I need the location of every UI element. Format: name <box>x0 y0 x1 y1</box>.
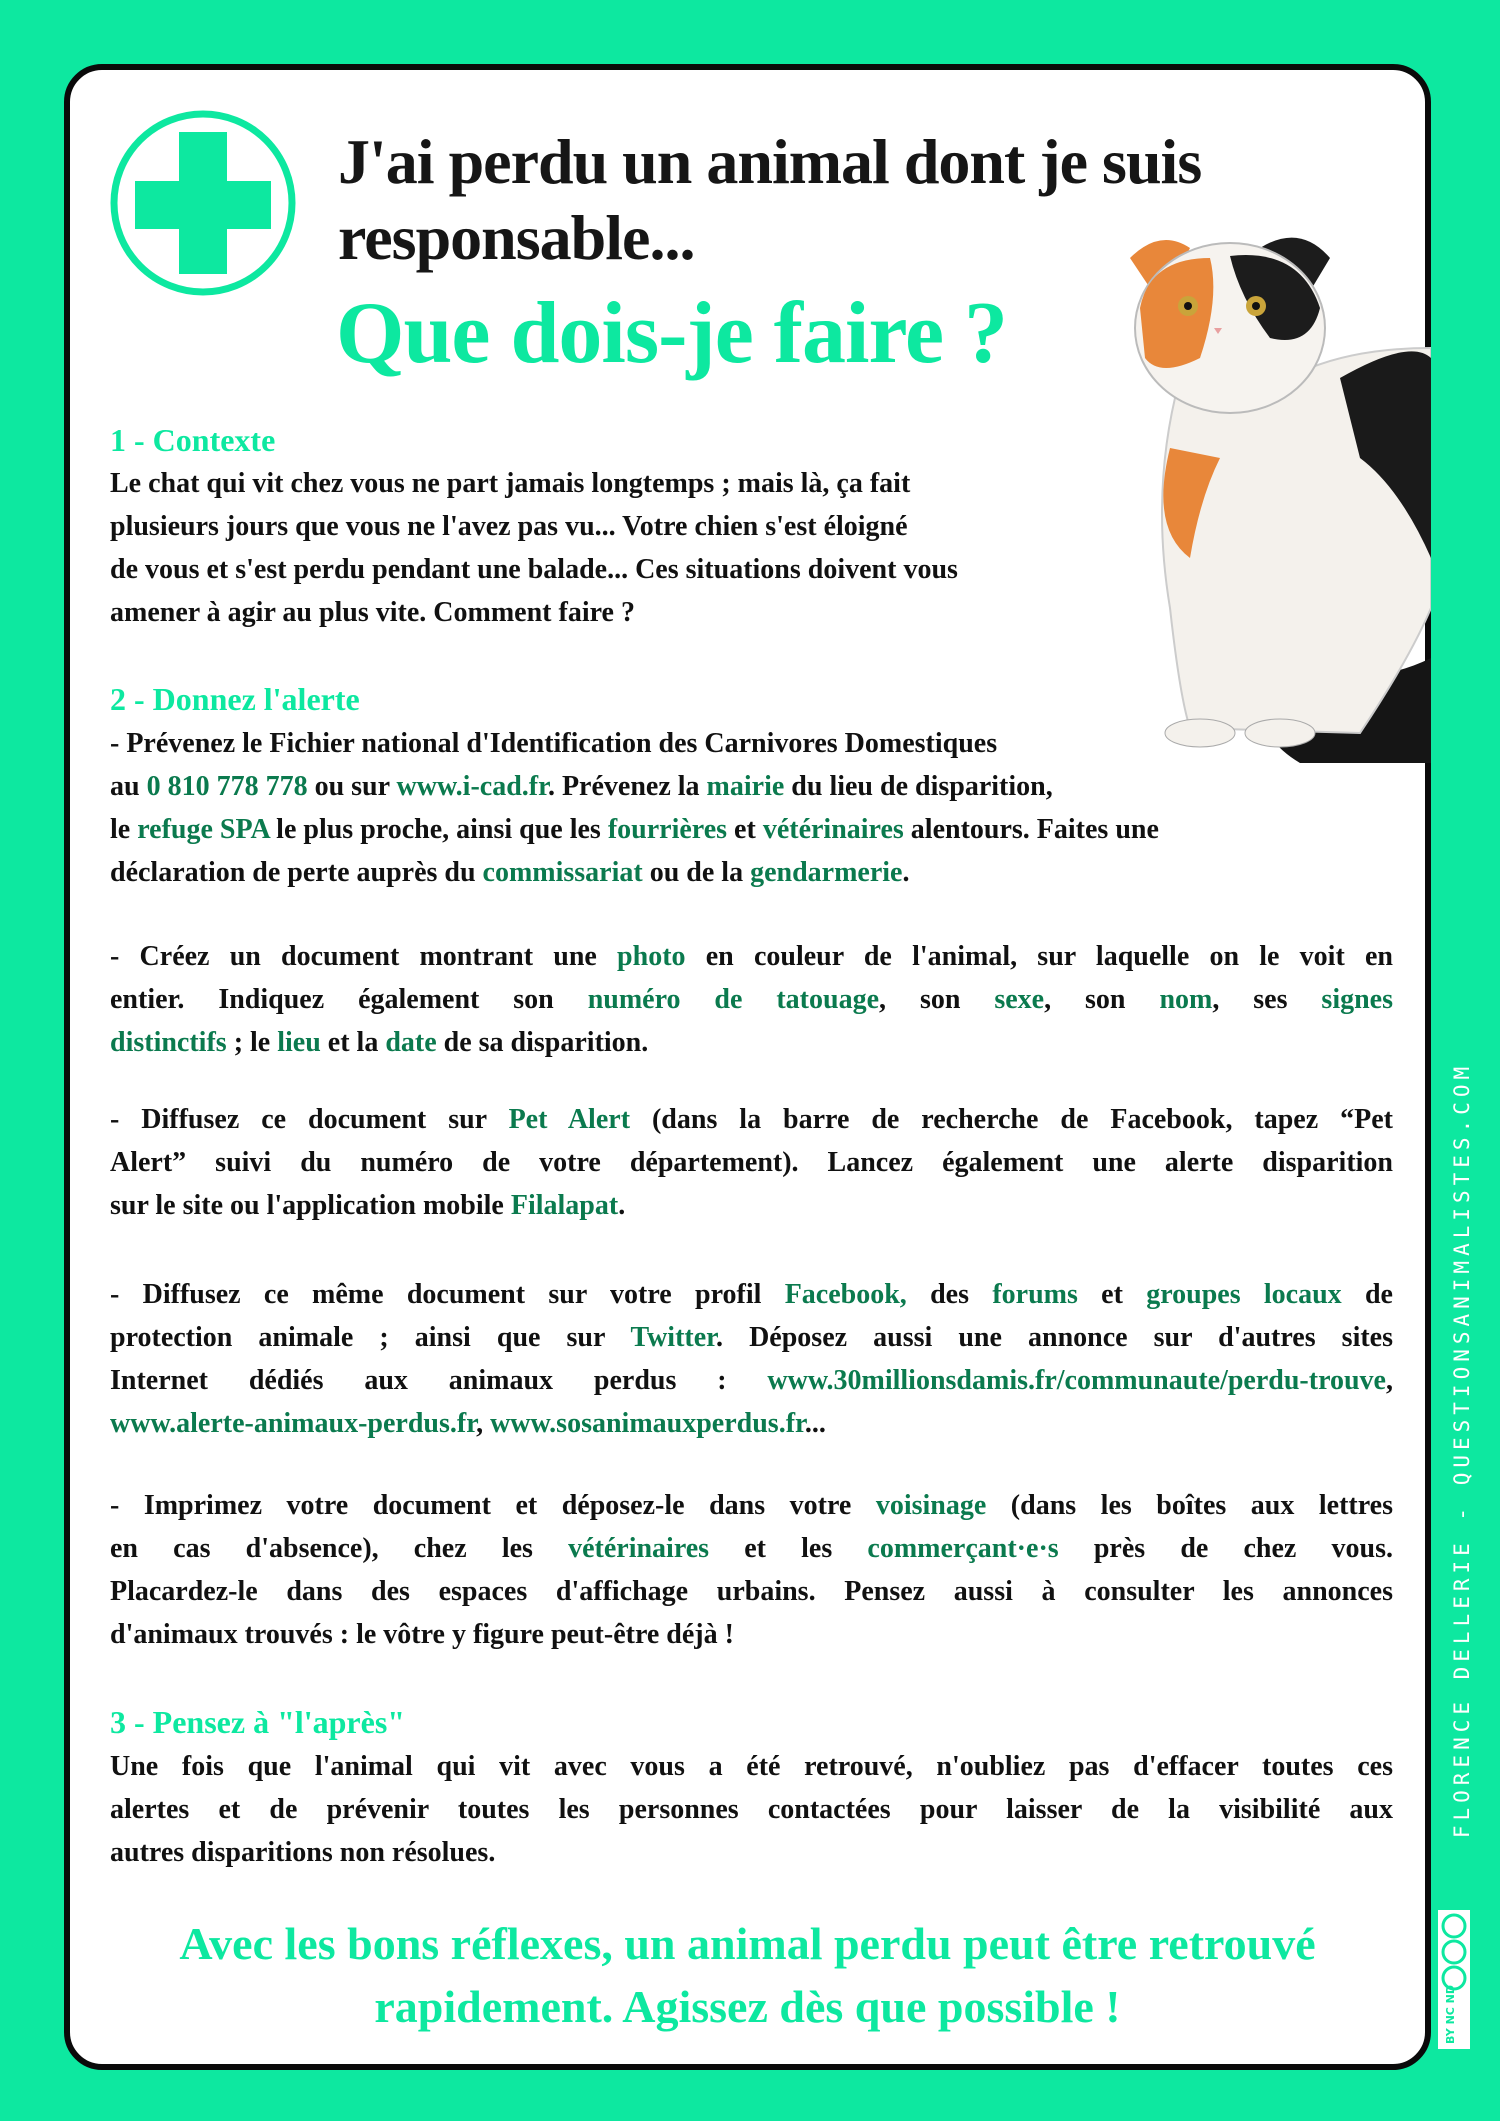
highlighted-term: sexe <box>994 984 1045 1015</box>
highlighted-term: mairie <box>706 771 785 802</box>
text-segment: (dans la barre de recherche de Facebook, tapez “Pet <box>630 1104 1393 1135</box>
text-segment: - Créez un document montrant une <box>110 941 618 972</box>
text-segment: (dans les boîtes aux lettres <box>986 1490 1393 1521</box>
highlighted-term: photo <box>617 941 686 972</box>
highlighted-term: forums <box>992 1279 1078 1310</box>
text-line <box>110 1831 1393 1874</box>
text-segment: d'animaux trouvés : le vôtre y figure peut-être déjà ! <box>110 1619 734 1650</box>
text-segment: - Diffusez ce document sur <box>110 1104 509 1135</box>
cc-icons <box>1440 1912 1468 1992</box>
highlighted-term: 0 810 778 778 <box>146 771 308 802</box>
text-segment: ou de la <box>642 857 751 888</box>
text-line <box>110 1745 1393 1788</box>
text-line <box>110 1402 1393 1445</box>
text-segment: déclaration de perte auprès du <box>110 857 483 888</box>
text-segment: . <box>618 1190 626 1221</box>
highlighted-term: lieu <box>277 1027 321 1058</box>
text-segment: protection animale ; ainsi que sur <box>110 1322 631 1353</box>
highlighted-term: refuge SPA <box>137 814 270 845</box>
highlighted-term: commerçant·e·s <box>867 1533 1059 1564</box>
text-line <box>110 935 1393 978</box>
page-title-line1: J'ai perdu un animal dont je suis <box>338 126 1202 197</box>
text-segment: , son <box>879 984 995 1015</box>
text-segment: en couleur de l'animal, sur laquelle on le voit en <box>685 941 1393 972</box>
text-segment: - Diffusez ce même document sur votre profil <box>110 1279 785 1310</box>
closing-line1: Avec les bons réflexes, un animal perdu peut être retrouvé <box>179 1918 1316 1969</box>
highlighted-term: Pet Alert <box>508 1104 631 1135</box>
text-line <box>110 1788 1393 1831</box>
text-segment: ; le <box>226 1027 278 1058</box>
paragraph <box>110 935 1393 1064</box>
highlighted-term: www.sosanimauxperdus.fr <box>490 1408 805 1439</box>
text-line <box>110 548 1393 591</box>
highlighted-term: www.alerte-animaux-perdus.fr <box>110 1408 477 1439</box>
paragraph <box>110 722 1393 894</box>
text-segment: . Prévenez la <box>547 771 707 802</box>
highlighted-term: voisinage <box>875 1490 987 1521</box>
text-segment: . Déposez aussi une annonce sur d'autres sites <box>716 1322 1393 1353</box>
text-segment: Alert” suivi du numéro de votre département). Lancez également une alerte disparition <box>110 1147 1393 1178</box>
highlighted-term: gendarmerie <box>750 857 903 888</box>
text-segment: sur le site ou l'application mobile <box>110 1190 511 1221</box>
text-segment: Une fois que l'animal qui vit avec vous a été retrouvé, n'oubliez pas d'effacer toutes ces <box>110 1751 1393 1782</box>
text-segment: et la <box>320 1027 386 1058</box>
highlighted-term: www.i-cad.fr <box>396 771 548 802</box>
text-line <box>110 1613 1393 1656</box>
text-line <box>110 1141 1393 1184</box>
text-segment: plusieurs jours que vous ne l'avez pas vu... Votre chien s'est éloigné <box>110 511 908 542</box>
text-line <box>110 978 1393 1021</box>
text-line <box>110 1184 1393 1227</box>
text-line <box>110 1098 1393 1141</box>
text-segment: au <box>110 771 147 802</box>
text-segment: alentours. Faites une <box>903 814 1159 845</box>
text-line <box>110 505 1393 548</box>
section-heading: 2 - Donnez l'alerte <box>110 681 360 717</box>
highlighted-term: Facebook, <box>784 1279 907 1310</box>
text-line <box>110 1570 1393 1613</box>
page-title-line2: responsable... <box>338 202 695 273</box>
text-segment: le <box>110 814 138 845</box>
paragraph <box>110 1273 1393 1445</box>
page-subtitle: Que dois-je faire ? <box>336 285 1008 382</box>
side-credit: FLORENCE DELLERIE - QUESTIONSANIMALISTES.COM <box>1450 1061 1474 1839</box>
text-segment: , ses <box>1212 984 1322 1015</box>
text-segment: Internet dédiés aux animaux perdus : <box>110 1365 768 1396</box>
section-heading: 1 - Contexte <box>110 422 276 458</box>
highlighted-term: nom <box>1159 984 1213 1015</box>
text-segment: de vous et s'est perdu pendant une balade... Ces situations doivent vous <box>110 554 958 585</box>
highlighted-term: Filalapat <box>510 1190 619 1221</box>
highlighted-term: distinctifs <box>110 1027 227 1058</box>
text-segment: en cas d'absence), chez les <box>110 1533 569 1564</box>
closing-line2: rapidement. Agissez dès que possible ! <box>374 1981 1121 2032</box>
paragraph <box>110 1484 1393 1656</box>
text-line <box>110 1359 1393 1402</box>
text-line <box>110 462 1393 505</box>
paragraph <box>110 462 1393 634</box>
text-segment: - Prévenez le Fichier national d'Identification des Carnivores Domestiques <box>110 728 998 759</box>
text-segment: Placardez-le dans des espaces d'affichage urbains. Pensez aussi à consulter les annonces <box>110 1576 1393 1607</box>
highlighted-term: fourrières <box>607 814 728 845</box>
cc-license-badge <box>1438 1910 1470 2049</box>
text-line <box>110 722 1393 765</box>
highlighted-term: signes <box>1321 984 1393 1015</box>
paragraph <box>110 1745 1393 1874</box>
highlighted-term: date <box>385 1027 437 1058</box>
text-segment: ... <box>804 1408 826 1439</box>
text-segment: et les <box>709 1533 868 1564</box>
highlighted-term: groupes locaux <box>1146 1279 1342 1310</box>
highlighted-term: Twitter <box>630 1322 717 1353</box>
text-segment: , <box>476 1408 491 1439</box>
text-segment: et <box>1077 1279 1147 1310</box>
text-line <box>110 1021 1393 1064</box>
text-segment: près de chez vous. <box>1058 1533 1393 1564</box>
text-segment: ou sur <box>307 771 397 802</box>
text-line <box>110 851 1393 894</box>
section-heading: 3 - Pensez à "l'après" <box>110 1704 406 1740</box>
highlighted-term: commissariat <box>482 857 643 888</box>
highlighted-term: www.30millionsdamis.fr/communaute/perdu-trouve <box>767 1365 1386 1396</box>
paragraph <box>110 1098 1393 1227</box>
text-segment: alertes et de prévenir toutes les personnes contactées pour laisser de la visibilité aux <box>110 1794 1393 1825</box>
text-segment: . <box>902 857 910 888</box>
text-segment: de <box>1341 1279 1393 1310</box>
text-segment: , <box>1386 1365 1393 1396</box>
highlighted-term: numéro de tatouage <box>587 984 880 1015</box>
text-segment: du lieu de disparition, <box>784 771 1053 802</box>
highlighted-term: vétérinaires <box>568 1533 710 1564</box>
first-aid-cross-icon <box>108 108 298 298</box>
text-segment: autres disparitions non résolues. <box>110 1837 496 1868</box>
text-segment: de sa disparition. <box>436 1027 649 1058</box>
text-line <box>110 1484 1393 1527</box>
text-line <box>110 591 1393 634</box>
text-segment: entier. Indiquez également son <box>110 984 588 1015</box>
text-segment: amener à agir au plus vite. Comment faire ? <box>110 597 635 628</box>
text-segment: des <box>906 1279 993 1310</box>
text-line <box>110 765 1393 808</box>
text-segment: le plus proche, ainsi que les <box>269 814 608 845</box>
text-line <box>110 808 1393 851</box>
license-terms: BY NC ND <box>1444 1984 1457 2044</box>
highlighted-term: vétérinaires <box>762 814 904 845</box>
text-line <box>110 1316 1393 1359</box>
text-line <box>110 1527 1393 1570</box>
text-line <box>110 1273 1393 1316</box>
text-segment: et <box>727 814 763 845</box>
text-segment: - Imprimez votre document et déposez-le dans votre <box>110 1490 876 1521</box>
text-segment: , son <box>1044 984 1160 1015</box>
text-segment: Le chat qui vit chez vous ne part jamais longtemps ; mais là, ça fait <box>110 468 911 499</box>
